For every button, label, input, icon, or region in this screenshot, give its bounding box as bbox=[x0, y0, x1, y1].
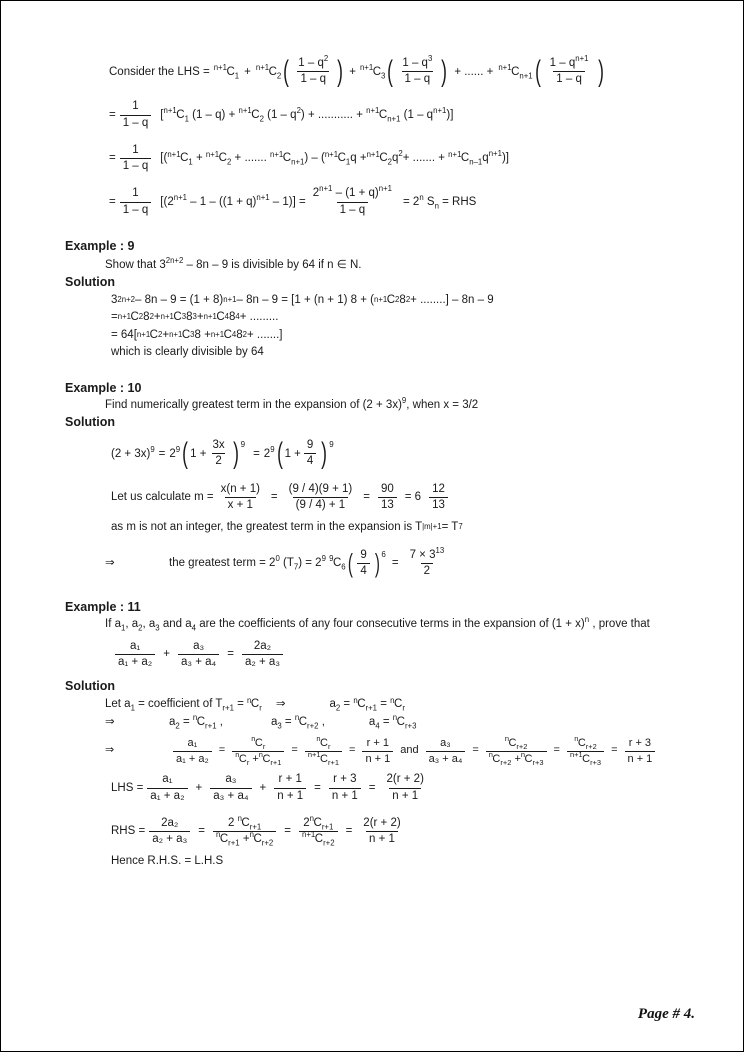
example-11-step-3: ⇒ $\frac{\text{a₁}}{\text{a₁ + a₂}}$ = $\frac{^nC_r}{^nC_r +^nC_{r+1}}$ = $\frac{^nC_r}{^{n+1}C_{r+1}}$ = $\frac{r + 1}{n + 1}$ and $\frac{\text{a₃}}{\text{a₃ + a₄}}$ = $\frac{^nC_{r+2}}{^nC_{r+2} +^nC_{r+3}}$ = $\frac{^nC_{r+2}}{^{n+1}C_{r+3}}$ = $\frac{r + 3}{n + 1}$ bbox=[105, 737, 695, 765]
fraction-2a2: $\frac{\text{2a₂}}{\text{a₂ + a₃}}$ bbox=[149, 817, 190, 846]
implies-arrow: ⇒ bbox=[275, 698, 286, 711]
bracket-open: [ bbox=[160, 108, 164, 121]
paren-right: ) bbox=[321, 437, 328, 471]
example-9-statement: Show that $3^{2n+2} - 8n - 9$ is divisible by 64 if n ∈ N. bbox=[105, 255, 362, 271]
proof-line4-mid: [$(2^{n+1} - 1 - ((1 + q)^{n+1} - 1)]$ = bbox=[160, 193, 306, 208]
paren-group-1: ( 1 + $\frac{3x}{2}$ ) 9 bbox=[182, 437, 246, 471]
implies-arrow: ⇒ bbox=[105, 744, 115, 757]
fraction-ncr2-sum: $\frac{^nC_{r+2}}{^nC_{r+2} +^nC_{r+3}}$ bbox=[486, 737, 547, 765]
fraction-one-over-1mq: $\frac{1}{1 - q}$ bbox=[120, 187, 152, 216]
example-11-statement: If $a_1$, $a_2$, $a_3$ and $a_4$ are the coefficients of any four consecutive terms in the expansion of $(1 + x)^n$ , prove that bbox=[105, 615, 650, 633]
bracket-open: [( bbox=[160, 152, 168, 165]
fraction-r1-over-n1: $\frac{r + 1}{n + 1}$ bbox=[274, 773, 306, 802]
example-9-step-1: 3 2n+2 – 8n – 9 = (1 + 8) n+1 – 8n – 9 = [1 + (n + 1) 8 + ( n+1 C 2 8 2 + ........] – 8n – 9 bbox=[111, 293, 494, 306]
example-11-rhs-line: RHS = $\frac{\text{2a₂}}{\text{a₂ + a₃}}$ = $\frac{2 ^nC_{r+1}}{^nC_{r+1} +^nC_{r+2}}$ = $\frac{2^nC_{r+1}}{^{n+1}C_{r+2}}$ = $\frac{2(r + 2)}{n + 1}$ bbox=[111, 817, 695, 846]
tail-c: ) – ( bbox=[304, 152, 325, 165]
example-10-solution-heading: Solution bbox=[65, 415, 115, 430]
proof-line2-tail-a: (1 – q) + bbox=[192, 108, 236, 121]
paren-right: ) bbox=[441, 54, 448, 88]
plus-2: + bbox=[349, 65, 356, 78]
fraction-2ncr-sum: $\frac{2 ^nC_{r+1}}{^nC_{r+1} +^nC_{r+2}}$ bbox=[213, 817, 276, 846]
tail-f: $q^{n+1}$)] bbox=[482, 149, 509, 165]
expansion-expr: $(2 + 3x)^9$ bbox=[111, 444, 155, 460]
fraction-2: $\frac{1 - q^3}{1 - q}$ bbox=[402, 54, 433, 86]
proof-line2-tail-c: $(1 - q^{n+1})$] bbox=[403, 106, 454, 121]
example-9-solution-heading: Solution bbox=[65, 274, 115, 289]
proof-line3-term-a: $^{n+1}C_1$ bbox=[167, 149, 193, 167]
fraction-2r2-over-n1: $\frac{2(r + 2)}{n + 1}$ bbox=[363, 816, 401, 846]
fraction-9-over-4: $\frac{9}{4}$ bbox=[357, 549, 369, 578]
paren-left: ( bbox=[534, 54, 541, 88]
fraction-12-over-13: $\frac{12}{13}$ bbox=[429, 483, 448, 512]
proof-block bbox=[65, 54, 695, 217]
paren-left: ( bbox=[387, 54, 394, 88]
lhs-label: LHS = bbox=[111, 781, 144, 794]
rhs-label: RHS = bbox=[111, 825, 146, 838]
fraction-3: $\frac{1 - q^{n+1}}{1 - q}$ bbox=[549, 54, 589, 86]
paren-group-2: ( 1 + $\frac{9}{4}$ ) 9 bbox=[276, 437, 334, 471]
tail-a: + bbox=[195, 152, 203, 165]
paren-right: ) bbox=[597, 54, 604, 88]
fraction-ncr2-pascal: $\frac{^nC_{r+2}}{^{n+1}C_{r+3}}$ bbox=[567, 737, 604, 765]
paren-right: ) bbox=[232, 437, 239, 471]
example-10-heading: Example : 10 bbox=[65, 381, 142, 396]
paren-left: ( bbox=[283, 54, 290, 88]
fraction-one-over-1mq: $\frac{1}{1 - q}$ bbox=[120, 144, 152, 173]
example-9-heading: Example : 9 bbox=[65, 238, 135, 253]
fraction-one-over-1mq: $\frac{1}{1 - q}$ bbox=[120, 100, 152, 129]
fraction-a1: $\frac{\text{a₁}}{\text{a₁ + a₂}}$ bbox=[147, 773, 187, 802]
fraction-ncr-pascal: $\frac{^nC_r}{^{n+1}C_{r+1}}$ bbox=[305, 737, 342, 765]
example-11-conclusion: Hence R.H.S. = L.H.S bbox=[111, 855, 224, 868]
tail-b: + ....... bbox=[234, 152, 267, 165]
fraction-90-over-13: $\frac{90}{13}$ bbox=[378, 483, 397, 512]
proof-line2-term-c: $^{n+1}C_{n+1}$ bbox=[366, 106, 401, 124]
example-11-step-2: ⇒ $a_2 = ^nC_{r+1}$ , $a_3 = ^nC_{r+2}$ , $a_4 = ^nC_{r+3}$ bbox=[105, 712, 417, 731]
fraction-2ncr-pascal: $\frac{2^nC_{r+1}}{^{n+1}C_{r+2}}$ bbox=[299, 817, 338, 846]
example-11-solution-heading: Solution bbox=[65, 679, 115, 694]
tail-d: q + bbox=[350, 152, 367, 165]
equals-sign: = bbox=[109, 195, 116, 208]
example-10-statement: Find numerically greatest term in the expansion of $(2 + 3x)^9$, when x = 3/2 bbox=[105, 396, 479, 412]
page-content bbox=[65, 54, 695, 869]
example-9-section bbox=[65, 239, 695, 360]
fraction-1: $\frac{1 - q^2}{1 - q}$ bbox=[298, 54, 329, 86]
paren-left: ( bbox=[182, 437, 189, 471]
fraction-a1: $\frac{\text{a₁}}{\text{a₁ + a₂}}$ bbox=[115, 640, 155, 669]
example-11-lhs-line: LHS = $\frac{\text{a₁}}{\text{a₁ + a₂}}$ + $\frac{\text{a₃}}{\text{a₃ + a₄}}$ + $\frac{r + 1}{n + 1}$ = $\frac{r + 3}{n + 1}$ = $\frac{2(r + 2)}{n + 1}$ bbox=[111, 773, 695, 802]
combination-9c6: $^9C_6$ bbox=[329, 554, 346, 572]
example-10-step-3: as m is not an integer, the greatest term in the expansion is T |m|+1 = T 7 bbox=[111, 521, 463, 534]
proof-line4-tail: = $2^n$ $S_n$ = RHS bbox=[403, 193, 477, 211]
example-9-step-2: = n+1 C 2 8 2 + n+1 C 3 8 3 + n+1 C 4 8 4 + ......... bbox=[111, 311, 279, 324]
fraction-a3: $\frac{\text{a₃}}{\text{a₃ + a₄}}$ bbox=[426, 737, 466, 765]
proof-line-3 bbox=[109, 144, 695, 173]
fraction-94-expr: $\frac{(9 / 4)(9 + 1)}{(9 / 4) + 1}$ bbox=[288, 482, 353, 511]
fraction-2r2-over-n1: $\frac{2(r + 2)}{n + 1}$ bbox=[386, 773, 424, 802]
fraction-a3: $\frac{\text{a₃}}{\text{a₃ + a₄}}$ bbox=[210, 773, 251, 802]
example-10-step-1: $(2 + 3x)^9$ = $2^9$ ( 1 + $\frac{3x}{2}$ ) 9 = $2^9$ ( 1 + $\frac{9}{4}$ ) 9 bbox=[111, 437, 334, 471]
proof-line3-term-c: $^{n+1}C_{n+1}$ bbox=[270, 149, 305, 167]
equals-sign: = bbox=[109, 108, 116, 121]
proof-line1-dots: + ...... + bbox=[454, 65, 494, 78]
example-9-step-3: = 64[ n+1 C 2 + n+1 C 3 8 + n+1 C 4 8 2 + .......] bbox=[111, 328, 283, 341]
implies-arrow: ⇒ bbox=[105, 557, 115, 570]
fraction-3x-over-2: $\frac{3x}{2}$ bbox=[212, 439, 225, 468]
paren-left: ( bbox=[347, 548, 353, 579]
proof-line1-paren-1 bbox=[281, 54, 345, 88]
proof-line-2 bbox=[109, 100, 695, 129]
example-11-heading: Example : 11 bbox=[65, 599, 141, 614]
example-10-step-2: Let us calculate m = $\frac{x(n + 1)}{x + 1}$ = $\frac{(9 / 4)(9 + 1)}{(9 / 4) + 1}$ = $\frac{90}{13}$ = 6 $\frac{12}{13}$ bbox=[111, 483, 695, 512]
fraction-result: $\frac{2^{n+1} - (1 + q)^{n+1}}{1 - q}$ bbox=[312, 184, 393, 216]
example-11-section bbox=[65, 600, 695, 869]
tail-e: $q^2+$ ....... + bbox=[392, 149, 445, 165]
proof-line-4 bbox=[109, 184, 695, 216]
proof-line2-tail-b: $(1 - q^2)$ + ........... + bbox=[267, 106, 363, 121]
proof-line3-term-f: $^{n+1}C_{n-1}$ bbox=[448, 149, 483, 167]
fraction-result: $\frac{7 \times 3^{13}}{2}$ bbox=[409, 545, 445, 577]
paren-right: ) bbox=[374, 548, 380, 579]
equals-sign: = bbox=[109, 152, 116, 165]
proof-line1-paren-2 bbox=[385, 54, 449, 88]
proof-line1-paren-3 bbox=[533, 54, 606, 88]
example-10-step-4: ⇒ the greatest term = $2^0$ $(T_7) = 2^9$ $^9C_6$ ( $\frac{9}{4}$ ) 6 = $\frac{7 \times 3^{13}}{2}$ bbox=[105, 549, 695, 578]
fraction-2a2: $\frac{\text{2a₂}}{\text{a₂ + a₃}}$ bbox=[242, 640, 283, 669]
fraction-r3-over-n1: $\frac{r + 3}{n + 1}$ bbox=[625, 737, 656, 765]
fraction-a3: $\frac{\text{a₃}}{\text{a₃ + a₄}}$ bbox=[178, 640, 219, 669]
proof-line2-term-a: $^{n+1}C_1$ bbox=[163, 106, 189, 124]
example-9-step-4: which is clearly divisible by 64 bbox=[111, 345, 264, 358]
fraction-ncr-sum: $\frac{^nC_r}{^nC_r +^nC_{r+1}}$ bbox=[232, 737, 284, 765]
proof-line1-lead: Consider the LHS = bbox=[109, 65, 210, 78]
implies-arrow: ⇒ bbox=[105, 715, 115, 728]
fraction-9-over-4: $\frac{9}{4}$ bbox=[304, 439, 316, 468]
proof-line3-term-d: $^{n+1}C_1$ bbox=[324, 149, 351, 167]
proof-line1-term4: $^{n+1}C_{n+1}$ bbox=[498, 62, 533, 80]
example-10-section bbox=[65, 381, 695, 578]
fraction-r1-over-n1: $\frac{r + 1}{n + 1}$ bbox=[362, 737, 393, 765]
exponent: 9 bbox=[329, 440, 334, 450]
page-footer: Page # 4. bbox=[637, 1006, 695, 1022]
example-11-step-1: Let $a_1$ = coefficient of $T_{r+1} = ^nC_r$ ⇒ $a_2 = ^nC_{r+1} = ^nC_r$ bbox=[105, 695, 405, 713]
proof-line3-term-b: $^{n+1}C_2$ bbox=[205, 149, 232, 167]
proof-line1-term2: $^{n+1}C_2$ bbox=[255, 62, 282, 80]
and-conjunction: and bbox=[400, 744, 419, 757]
exponent: 6 bbox=[381, 549, 386, 559]
paren-right: ) bbox=[337, 54, 344, 88]
example-11-claim: $\frac{\text{a₁}}{\text{a₁ + a₂}}$ + $\frac{\text{a₃}}{\text{a₃ + a₄}}$ = $\frac{\text{2a₂}}{\text{a₂ + a₃}}$ bbox=[111, 640, 695, 669]
proof-line3-term-e: $^{n+1}C_2$ bbox=[366, 149, 392, 167]
plus-1: + bbox=[244, 65, 251, 78]
proof-line2-term-b: $^{n+1}C_2$ bbox=[238, 106, 264, 124]
paren-group-3 bbox=[346, 549, 386, 578]
fraction-xn1-over-x1: $\frac{x(n + 1)}{x + 1}$ bbox=[220, 482, 260, 511]
paren-left: ( bbox=[276, 437, 283, 471]
fraction-a1: $\frac{\text{a₁}}{\text{a₁ + a₂}}$ bbox=[173, 737, 212, 765]
proof-line1-term1: $^{n+1}C_1$ bbox=[213, 62, 240, 80]
fraction-r3-over-n1: $\frac{r + 3}{n + 1}$ bbox=[329, 773, 361, 802]
exponent: 9 bbox=[240, 440, 246, 450]
proof-line1-term3: $^{n+1}C_3$ bbox=[359, 62, 386, 80]
proof-line-1 bbox=[109, 54, 695, 88]
